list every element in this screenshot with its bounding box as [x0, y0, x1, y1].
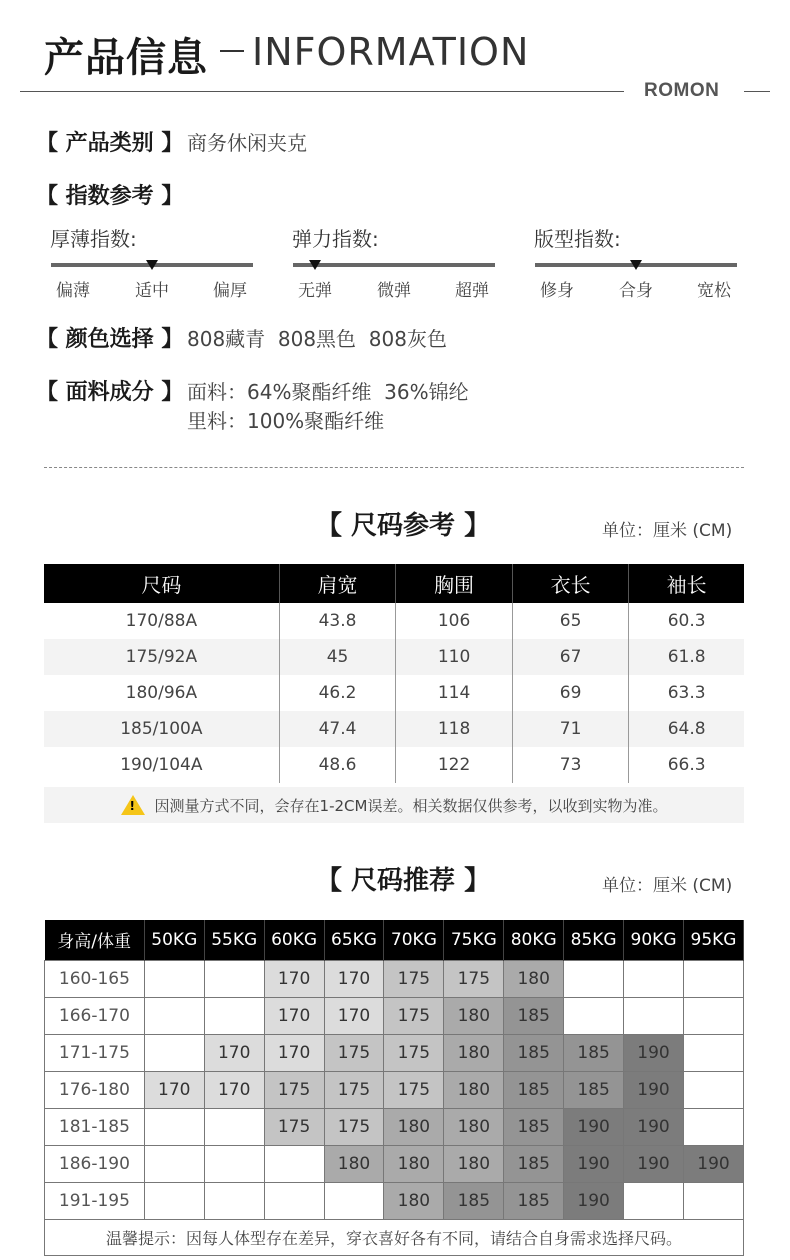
measurement-notice	[44, 787, 744, 823]
table-header-row	[44, 564, 744, 603]
size-reference-title: 【 尺码参考 】	[316, 511, 491, 541]
size-cell: 180	[384, 1145, 444, 1182]
table-cell: 185/100A	[44, 711, 279, 747]
size-cell	[683, 960, 743, 997]
column-header: 衣长	[512, 564, 629, 603]
size-recommend-unit: 单位：厘米 (CM)	[602, 876, 733, 896]
size-cell: 185	[564, 1034, 624, 1071]
index-tick: 微弹	[377, 281, 411, 301]
size-cell	[564, 997, 624, 1034]
table-row	[45, 1071, 744, 1108]
table-cell: 45	[279, 639, 396, 675]
size-cell: 190	[564, 1182, 624, 1219]
column-header: 55KG	[204, 920, 264, 960]
size-cell	[204, 997, 264, 1034]
column-header: 袖长	[629, 564, 744, 603]
size-cell	[144, 1145, 204, 1182]
index-tick: 修身	[540, 281, 574, 301]
size-cell	[204, 1108, 264, 1145]
size-cell	[204, 960, 264, 997]
fabric-lining: 里料：100%聚酯纤维	[187, 409, 385, 433]
size-cell: 185	[504, 1182, 564, 1219]
size-cell: 175	[324, 1071, 384, 1108]
index-bar	[293, 263, 495, 267]
size-cell	[683, 1108, 743, 1145]
size-cell: 180	[444, 997, 504, 1034]
size-cell	[683, 997, 743, 1034]
index-tick: 无弹	[298, 281, 332, 301]
size-cell: 175	[264, 1071, 324, 1108]
table-header-row	[45, 920, 744, 960]
table-cell: 67	[512, 639, 629, 675]
size-cell: 185	[444, 1182, 504, 1219]
index-name: 版型指数:	[534, 227, 621, 251]
table-row	[44, 639, 744, 675]
table-row	[44, 747, 744, 783]
column-header: 65KG	[324, 920, 384, 960]
height-range-cell: 186-190	[45, 1145, 145, 1182]
size-reference-unit: 单位：厘米 (CM)	[602, 521, 733, 541]
category-value: 商务休闲夹克	[187, 131, 307, 155]
fabric-label: 【 面料成分 】	[36, 380, 184, 405]
height-range-cell: 191-195	[45, 1182, 145, 1219]
height-range-cell: 166-170	[45, 997, 145, 1034]
index-marker-icon	[309, 260, 321, 270]
column-header: 95KG	[683, 920, 743, 960]
table-cell: 180/96A	[44, 675, 279, 711]
height-range-cell: 181-185	[45, 1108, 145, 1145]
size-cell: 170	[324, 960, 384, 997]
column-header: 85KG	[564, 920, 624, 960]
size-cell	[624, 960, 684, 997]
size-cell	[683, 1071, 743, 1108]
column-header: 身高/体重	[45, 920, 145, 960]
size-cell	[204, 1145, 264, 1182]
size-cell: 180	[444, 1034, 504, 1071]
size-reference-table	[44, 564, 744, 783]
size-cell: 180	[384, 1108, 444, 1145]
size-cell	[144, 1182, 204, 1219]
size-cell	[624, 1182, 684, 1219]
size-cell: 175	[384, 1071, 444, 1108]
size-cell: 185	[504, 1071, 564, 1108]
color-value: 808藏青 808黑色 808灰色	[187, 327, 447, 351]
size-cell	[683, 1182, 743, 1219]
height-range-cell: 171-175	[45, 1034, 145, 1071]
table-cell: 114	[396, 675, 513, 711]
table-cell: 106	[396, 603, 513, 639]
size-cell: 170	[204, 1071, 264, 1108]
column-header: 50KG	[144, 920, 204, 960]
table-cell: 64.8	[629, 711, 744, 747]
header-divider-left	[20, 91, 624, 92]
page-title: 产品信息	[44, 35, 208, 81]
size-cell	[624, 997, 684, 1034]
warning-icon: !	[121, 795, 145, 815]
table-cell: 47.4	[279, 711, 396, 747]
size-cell: 170	[144, 1071, 204, 1108]
size-cell: 175	[444, 960, 504, 997]
column-header: 80KG	[504, 920, 564, 960]
index-name: 弹力指数:	[292, 227, 379, 251]
color-label: 【 颜色选择 】	[36, 327, 184, 352]
table-cell: 73	[512, 747, 629, 783]
size-cell: 190	[564, 1145, 624, 1182]
size-cell	[324, 1182, 384, 1219]
size-cell: 190	[624, 1108, 684, 1145]
size-recommend-title: 【 尺码推荐 】	[316, 866, 491, 896]
page-subtitle: INFORMATION	[252, 30, 530, 74]
size-cell: 175	[384, 1034, 444, 1071]
index-tick: 合身	[619, 281, 653, 301]
size-cell: 185	[504, 1034, 564, 1071]
size-cell	[264, 1182, 324, 1219]
table-row	[45, 1182, 744, 1219]
size-cell: 185	[504, 1108, 564, 1145]
table-cell: 69	[512, 675, 629, 711]
table-row	[45, 997, 744, 1034]
column-header: 尺码	[44, 564, 279, 603]
column-header: 60KG	[264, 920, 324, 960]
size-cell: 175	[384, 997, 444, 1034]
index-marker-icon	[630, 260, 642, 270]
size-cell: 190	[683, 1145, 743, 1182]
size-cell: 180	[504, 960, 564, 997]
fabric-outer: 面料：64%聚酯纤维 36%锦纶	[187, 380, 469, 404]
index-marker-icon	[146, 260, 158, 270]
size-cell: 175	[384, 960, 444, 997]
section-divider	[44, 467, 744, 468]
size-cell: 175	[264, 1108, 324, 1145]
size-cell: 180	[384, 1182, 444, 1219]
size-cell: 170	[324, 997, 384, 1034]
index-tick: 偏厚	[213, 281, 247, 301]
size-cell: 190	[564, 1108, 624, 1145]
table-cell: 61.8	[629, 639, 744, 675]
size-cell: 170	[204, 1034, 264, 1071]
size-cell: 185	[564, 1071, 624, 1108]
size-cell	[204, 1182, 264, 1219]
table-row	[45, 1108, 744, 1145]
table-cell: 118	[396, 711, 513, 747]
index-tick: 偏薄	[56, 281, 90, 301]
size-cell: 180	[444, 1108, 504, 1145]
table-row	[44, 675, 744, 711]
header-divider-right	[744, 91, 770, 92]
index-title: 【 指数参考 】	[36, 184, 184, 209]
index-tick: 适中	[135, 281, 169, 301]
table-cell: 63.3	[667, 683, 706, 703]
column-header: 70KG	[384, 920, 444, 960]
table-row	[45, 1034, 744, 1071]
table-cell: 65	[512, 603, 629, 639]
height-range-cell: 176-180	[45, 1071, 145, 1108]
index-tick: 超弹	[455, 281, 489, 301]
table-cell: 60.3	[667, 611, 706, 631]
size-cell	[683, 1034, 743, 1071]
table-cell: 66.3	[667, 755, 706, 775]
table-row	[44, 711, 744, 747]
size-cell: 170	[264, 997, 324, 1034]
table-cell: 175/92A	[44, 639, 279, 675]
size-cell: 180	[324, 1145, 384, 1182]
size-cell: 190	[624, 1071, 684, 1108]
height-range-cell: 160-165	[45, 960, 145, 997]
table-cell: 48.6	[279, 747, 396, 783]
table-row	[45, 1145, 744, 1182]
size-cell	[564, 960, 624, 997]
category-label: 【 产品类别 】	[36, 131, 184, 156]
column-header: 肩宽	[279, 564, 396, 603]
table-row	[45, 960, 744, 997]
size-cell	[144, 960, 204, 997]
size-cell	[144, 997, 204, 1034]
size-cell: 185	[504, 1145, 564, 1182]
size-cell: 180	[444, 1145, 504, 1182]
size-cell: 175	[324, 1108, 384, 1145]
size-cell: 170	[264, 960, 324, 997]
table-cell: 170/88A	[44, 603, 279, 639]
size-cell: 180	[444, 1071, 504, 1108]
size-cell	[144, 1034, 204, 1071]
index-tick: 宽松	[697, 281, 731, 301]
table-cell: 110	[396, 639, 513, 675]
brand-logo: ROMON	[644, 80, 720, 101]
index-name: 厚薄指数:	[50, 227, 137, 251]
size-cell: 185	[504, 997, 564, 1034]
column-header: 胸围	[396, 564, 513, 603]
size-cell	[264, 1145, 324, 1182]
title-dash	[220, 50, 244, 52]
size-cell	[144, 1108, 204, 1145]
table-row	[44, 603, 744, 639]
column-header: 90KG	[624, 920, 684, 960]
column-header: 75KG	[444, 920, 504, 960]
table-cell: 46.2	[279, 675, 396, 711]
size-cell: 170	[264, 1034, 324, 1071]
table-cell: 71	[512, 711, 629, 747]
notice-text: 因测量方式不同，会存在1-2CM误差。相关数据仅供参考，以收到实物为准。	[154, 796, 668, 815]
size-cell: 190	[624, 1034, 684, 1071]
size-cell: 190	[624, 1145, 684, 1182]
table-cell: 190/104A	[44, 747, 279, 783]
table-cell: 122	[396, 747, 513, 783]
size-cell: 175	[324, 1034, 384, 1071]
table-cell: 43.8	[279, 603, 396, 639]
size-recommend-table	[44, 920, 744, 1220]
size-tip: 温馨提示：因每人体型存在差异，穿衣喜好各有不同，请结合自身需求选择尺码。	[44, 1219, 744, 1256]
